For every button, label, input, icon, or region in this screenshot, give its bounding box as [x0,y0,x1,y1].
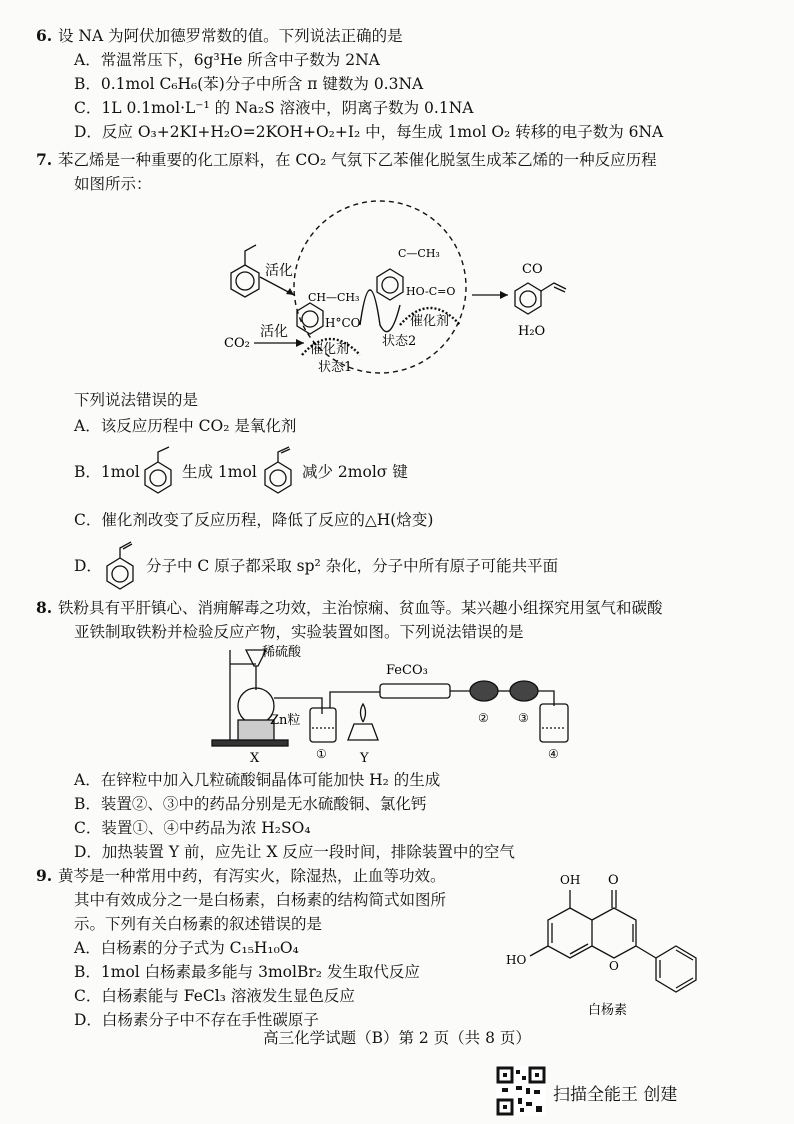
carbonyl-o-label: O [608,873,619,888]
q8-number: 8. [36,598,53,617]
feco3-label: FeCO₃ [386,663,428,678]
state1-aromatic-ring [297,303,323,334]
energy-profile-curve [360,290,400,332]
state1-ch-ch3: CH—CH₃ [308,291,360,304]
apparatus-x-label: X [250,751,260,766]
drying-tube-2 [470,681,498,701]
q7-reaction-mechanism-diagram [210,195,600,385]
q7-option-a: A．该反应历程中 CO₂ 是氧化剂 [74,417,297,435]
co-product-label: CO [522,262,543,277]
state1-label: 状态1 [318,360,353,375]
co2-label: CO₂ [224,336,250,351]
burner-y [348,724,378,740]
apparatus-1-label: ① [316,747,327,761]
q8-option-c: C．装置①、④中药品为浓 H₂SO₄ [74,819,311,837]
scanner-watermark: 扫描全能王 创建 [553,1085,678,1105]
q6-number: 6. [36,26,53,45]
h2o-product-label: H₂O [518,324,546,339]
q8-experiment-apparatus [200,644,580,766]
q8-stem-line2: 亚铁制取铁粉并检验反应产物，实验装置如图。下列说法错误的是 [74,623,524,641]
q7-stem-line2: 如图所示： [74,175,152,193]
feco3-reaction-tube [380,684,450,698]
apparatus-2-label: ② [478,711,489,725]
reaction-flask-x [238,688,274,724]
oh-top-label: OH [560,873,581,887]
state2-hoco: HO-C=O [406,285,456,298]
chrysin-structure-diagram [500,868,730,1018]
q9-number: 9. [36,866,53,885]
apparatus-y-label: Y [360,751,369,766]
state2-c-ch3: C—CH₃ [398,247,440,260]
q7-stem-line1: 苯乙烯是一种重要的化工原料，在 CO₂ 气氛下乙苯催化脱氢生成苯乙烯的一种反应历程 [58,151,657,169]
q7-option-b-suffix: 减少 2molσ 键 [302,463,408,481]
catalyst-label-1: 催化剂 [310,342,350,357]
q9-stem-line1: 黄芩是一种常用中药，有泻实火，除湿热，止血等功效。 [58,867,446,885]
styrene-structure-icon-d [100,540,144,592]
q9-option-a: A．白杨素的分子式为 C₁₅H₁₀O₄ [74,939,299,957]
styrene-product-molecule [515,283,566,314]
q9-option-c: C．白杨素能与 FeCl₃ 溶液发生显色反应 [74,987,355,1005]
apparatus-3-label: ③ [518,711,529,725]
q7-option-d-prefix: D． [74,557,102,575]
q6-stem: 设 NA 为阿伏加德罗常数的值。下列说法正确的是 [58,27,403,45]
q8-option-b: B．装置②、③中的药品分别是无水硫酸铜、氯化钙 [74,795,427,813]
styrene-structure-icon [258,446,302,496]
state1-hoco: H°CO [325,316,361,330]
activate-label-2: 活化 [260,324,288,340]
q7-option-c: C．催化剂改变了反应历程，降低了反应的△H(焓变) [74,511,434,529]
q8-option-d: D．加热装置 Y 前，应先让 X 反应一段时间，排除装置中的空气 [74,843,515,861]
q6-option-b: B．0.1mol C₆H₆(苯)分子中所含 π 键数为 0.3NA [74,75,424,93]
q6-option-d: D．反应 O₃+2KI+H₂O=2KOH+O₂+I₂ 中，每生成 1mol O₂ 转移的电子数为 6NA [74,123,664,141]
ho-left-label: HO [506,953,527,967]
q7-option-d-text: 分子中 C 原子都采取 sp² 杂化，分子中所有原子可能共平面 [146,557,559,575]
page-footer: 高三化学试题（B）第 2 页（共 8 页） [263,1029,531,1047]
state2-label: 状态2 [382,334,417,349]
qr-code-icon [496,1066,546,1116]
q9-stem-line2: 其中有效成分之一是白杨素，白杨素的结构简式如图所 [74,891,447,909]
q9-option-b: B．1mol 白杨素最多能与 3molBr₂ 发生取代反应 [74,963,420,981]
q6-option-c: C．1L 0.1mol·L⁻¹ 的 Na₂S 溶液中，阴离子数为 0.1NA [74,99,474,117]
q9-stem-line3: 示。下列有关白杨素的叙述错误的是 [74,915,323,933]
q9-option-d: D．白杨素分子中不存在手性碳原子 [74,1011,319,1029]
catalyst-label-2: 催化剂 [410,314,450,329]
ethylbenzene-molecule [231,245,259,297]
q7-option-b-middle: 生成 1mol [182,463,257,481]
ring-o-label: O [609,959,619,973]
wash-bottle-1 [310,708,336,742]
state2-aromatic-ring [377,269,403,300]
activate-label-1: 活化 [265,263,293,279]
q7-number: 7. [36,150,53,169]
apparatus-4-label: ④ [548,747,559,761]
q7-option-b-prefix: B．1mol [74,463,140,481]
q8-stem-line1: 铁粉具有平肝镇心、消痈解毒之功效，主治惊痫、贫血等。某兴趣小组探究用氢气和碳酸 [58,599,663,617]
q6-option-a: A．常温常压下，6g³He 所含中子数为 2NA [74,51,380,69]
wash-bottle-4 [540,704,568,742]
zinc-label: Zn粒 [270,713,301,728]
q7-prompt: 下列说法错误的是 [74,391,199,409]
sulfuric-acid-label: 稀硫酸 [262,645,302,660]
q8-option-a: A．在锌粒中加入几粒硫酸铜晶体可能加快 H₂ 的生成 [74,771,441,789]
chrysin-caption: 白杨素 [588,1003,628,1018]
ethylbenzene-structure-icon [138,446,182,496]
drying-tube-3 [510,681,538,701]
